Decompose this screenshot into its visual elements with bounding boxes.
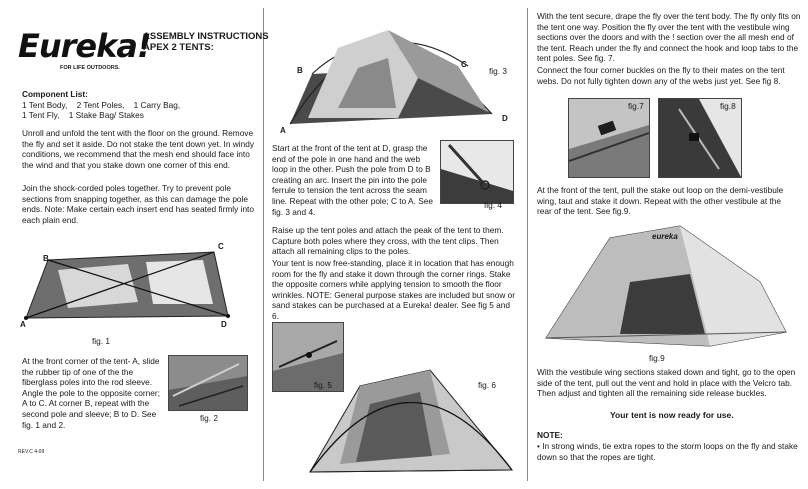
fig3-letter-c: C bbox=[461, 60, 467, 69]
figure-2-photo bbox=[169, 356, 247, 410]
fig4-caption: fig. 4 bbox=[484, 200, 502, 210]
revision-code: REV.C 4-09 bbox=[18, 449, 45, 455]
note-text: • In strong winds, tie extra ropes to the storm loops on the fly and stake down so that the ropes are tight. bbox=[537, 441, 798, 462]
step-stake-tent: Your tent is now free-standing, place it in location that has enough room for the fly and stake it down through the corner rings. Stake the opposite corners while applying tension to smooth the floor wrinkles. NOTE: General purpose stakes are included but snow or sand stakes can be purchased at a Eureka! dealer. See fig 5 and 6. bbox=[272, 258, 516, 321]
step-arc-poles bbox=[272, 143, 437, 217]
fig2-caption: fig. 2 bbox=[200, 413, 218, 423]
component-list bbox=[22, 89, 252, 121]
title-line-1: ASSEMBLY INSTRUCTIONS bbox=[143, 31, 269, 42]
figure-4-photo bbox=[441, 141, 513, 203]
fig9-caption: fig.9 bbox=[649, 353, 665, 363]
fig3-letter-a: A bbox=[280, 126, 286, 135]
step-adjust-vent: With the vestibule wing sections staked down and tight, go to the open side of the tent, pull out the vent and hold in place with the Velcro tab. Then adjust and tighten all the remaining side release buckles. bbox=[537, 367, 796, 399]
fig1-caption: fig. 1 bbox=[92, 336, 110, 346]
component-list-title: Component List: bbox=[22, 89, 88, 99]
fig3-letter-d: D bbox=[502, 114, 508, 123]
step-join-poles: Join the shock-corded poles together. Try to prevent pole sections from snapping together, as this can damage the pole ends. Note: Make certain each insert end has seated firmly into each plain end. bbox=[22, 183, 254, 225]
figure-3 bbox=[278, 8, 516, 136]
brand-name: Eureka! bbox=[18, 27, 151, 65]
title-line-2: APEX 2 TENTS: bbox=[143, 42, 214, 53]
fig1-letter-c: C bbox=[218, 242, 224, 251]
brand-tagline: FOR LIFE OUTDOORS. bbox=[60, 65, 120, 71]
fig1-letter-a: A bbox=[20, 320, 26, 329]
step-unroll: Unroll and unfold the tent with the floor on the ground. Remove the fly and set it aside. Do not stake the tent down yet. In windy conditions, we recommend that the mesh end should face into the wind and that you stake down one corner of this end. bbox=[22, 128, 254, 170]
fig3-caption: fig. 3 bbox=[489, 66, 507, 76]
column-divider-2 bbox=[527, 8, 528, 481]
fig9-brand-label: eureka bbox=[652, 232, 678, 241]
fig1-letter-d: D bbox=[221, 320, 227, 329]
ready-message: Your tent is now ready for use. bbox=[610, 410, 734, 420]
fig8-caption: fig.8 bbox=[720, 101, 736, 111]
fig3-letter-b: B bbox=[297, 66, 303, 75]
figure-2 bbox=[168, 355, 248, 411]
step-stake-vestibule: At the front of the tent, pull the stake out loop on the demi-vestibule wing, taut and stake it down. Repeat with the other vestibule at the rear of the tent. See fig.9. bbox=[537, 185, 784, 217]
component-line-1: 1 Tent Body, 2 Tent Poles, 1 Carry Bag, bbox=[22, 99, 181, 110]
step-connect-buckles: Connect the four corner buckles on the fly to their mates on the tent webs. Do not fully tighten down any of the webs just yet. See fig 8. bbox=[537, 65, 785, 86]
figure-9 bbox=[540, 222, 792, 350]
step-arc-poles-text: Start at the front of the tent at D, grasp the end of the pole in one hand and the web loop in the other. Push the pole from D to B creating an arc. Insert the pin into the pole ferrule to tension the tent across the seam line. Repeat with the other pole; C to A. See fig. 3 and 4. bbox=[272, 143, 433, 217]
fig5-caption: fig. 5 bbox=[314, 380, 332, 390]
figure-4 bbox=[440, 140, 514, 204]
fig7-caption: fig.7 bbox=[628, 101, 644, 111]
fig6-caption: fig. 6 bbox=[478, 380, 496, 390]
step-drape-fly: With the tent secure, drape the fly over the tent body. The fly only fits on the tent one way. Position the fly over the tent with the vestibule wing sections over the doors and with the ! section over the all mesh end of the tent. Reach under the fly and connect the hook and loop tabs to the tent poles. See fig. 7. bbox=[537, 11, 801, 64]
step-insert-poles: At the front corner of the tent- A, slide the rubber tip of one of the the fiberglass poles into the rod sleeve. Angle the pole to the opposite corner; A to C. At corner B, repeat with the second pole and sleeve; B to D. See fig. 1 and 2. bbox=[22, 356, 160, 430]
note-title: NOTE: bbox=[537, 430, 563, 440]
fig1-letter-b: B bbox=[43, 254, 49, 263]
brand-logo bbox=[18, 27, 151, 65]
figure-1 bbox=[18, 242, 246, 334]
figure-1-drawing bbox=[18, 242, 246, 334]
component-line-2: 1 Tent Fly, 1 Stake Bag/ Stakes bbox=[22, 110, 144, 121]
step-raise-poles: Raise up the tent poles and attach the peak of the tent to them. Capture both poles where they cross, with the tent clips. Then attach all remaining clips to the poles. bbox=[272, 225, 504, 257]
figure-9-drawing bbox=[540, 222, 792, 350]
page-title bbox=[143, 31, 269, 53]
column-divider-1 bbox=[263, 8, 264, 481]
figure-3-drawing bbox=[278, 8, 516, 136]
